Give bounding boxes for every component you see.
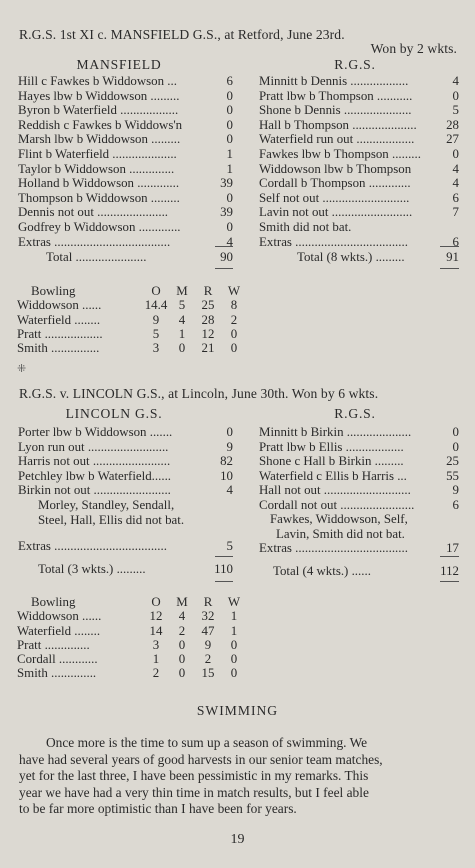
bowling-figure: 3 xyxy=(152,341,160,356)
batsman-entry: Minnitt b Birkin .................... xyxy=(259,425,412,439)
match2-right-total: Total (4 wkts.) ...... 112 xyxy=(273,564,459,578)
bowling-row xyxy=(17,327,247,341)
batting-row xyxy=(18,440,233,455)
bowling-figure: 0 xyxy=(178,341,186,356)
batting-row xyxy=(259,103,459,118)
match2-left-total-rule xyxy=(215,556,233,557)
bowling-label: Bowling xyxy=(31,284,76,298)
batsman-entry: Taylor b Widdowson .............. xyxy=(18,161,175,176)
batsman-runs: 39 xyxy=(220,205,233,220)
bowling-figure: 0 xyxy=(230,341,238,356)
batsman-entry: Petchley lbw b Waterfield...... xyxy=(18,468,172,483)
batting-row xyxy=(259,74,459,89)
batsman-runs: 4 xyxy=(452,161,459,176)
batsman-runs: 27 xyxy=(446,132,459,147)
bowling-figure: 21 xyxy=(201,341,215,356)
match1-right-total-underline xyxy=(440,268,459,269)
match1-left-innings xyxy=(18,74,233,249)
batsman-runs: 10 xyxy=(220,468,233,483)
bowling-figure: 4 xyxy=(178,312,186,327)
batsman-runs: 1 xyxy=(226,161,233,176)
batsman-entry: Porter lbw b Widdowson ....... xyxy=(18,425,173,439)
match2-right-total-underline xyxy=(440,581,459,582)
batting-row xyxy=(259,118,459,133)
batsman-runs: 0 xyxy=(452,88,459,103)
batsman-entry: Widdowson lbw b Thompson xyxy=(259,161,412,176)
bowling-row xyxy=(17,652,247,666)
bowling-row xyxy=(17,341,247,355)
batsman-entry: Holland b Widdowson ............. xyxy=(18,176,180,191)
match2-bowling-table xyxy=(17,595,247,681)
batsman-runs: 55 xyxy=(446,468,459,483)
match2-right-dnb-1: Fawkes, Widdowson, Self, xyxy=(270,512,408,526)
bowling-figure: 0 xyxy=(178,637,186,652)
ink-smudge: ⁜ xyxy=(17,363,27,375)
bowling-figure: 0 xyxy=(230,652,238,667)
batsman-runs: 0 xyxy=(226,103,233,118)
bowling-col-head: M xyxy=(176,595,188,609)
batsman-entry: Self not out ........................... xyxy=(259,190,410,205)
bowling-figure: 2 xyxy=(178,623,186,638)
batsman-runs: 6 xyxy=(452,497,459,512)
match2-left-total-underline xyxy=(215,581,233,582)
batting-row xyxy=(259,132,459,147)
match2-left-team: LINCOLN G.S. xyxy=(65,406,163,421)
bowler-name: Smith .............. xyxy=(17,666,97,681)
batsman-entry: Birkin not out ........................ xyxy=(18,483,171,498)
batsman-runs: 1 xyxy=(226,146,233,161)
bowling-col-head: R xyxy=(203,595,213,609)
batsman-entry: Waterfield c Ellis b Harris ... xyxy=(259,468,407,483)
batting-row xyxy=(18,89,233,104)
bowling-figure: 2 xyxy=(152,666,160,681)
batting-row xyxy=(18,103,233,118)
bowling-figure: 14.4 xyxy=(144,298,168,313)
match2-right-total-rule xyxy=(440,556,459,557)
batsman-entry: Hill c Fawkes b Widdowson ... xyxy=(18,74,177,88)
batsman-entry: Pratt lbw b Ellis .................. xyxy=(259,439,404,454)
batsman-entry: Waterfield run out .................. xyxy=(259,132,415,147)
bowling-figure: 14 xyxy=(149,623,163,638)
bowling-figure: 15 xyxy=(201,666,215,681)
match1-right-team: R.G.S. xyxy=(334,57,376,72)
batsman-entry: Dennis not out ...................... xyxy=(18,205,169,220)
batsman-runs: 0 xyxy=(452,146,459,161)
batsman-entry: Marsh lbw b Widdowson ......... xyxy=(18,132,181,147)
match2-header: R.G.S. v. LINCOLN G.S., at Lincoln, June 30th. Won by 6 wkts. xyxy=(19,386,379,401)
batting-row xyxy=(18,235,233,250)
match1-right-total-rule xyxy=(440,246,459,247)
batsman-entry: Thompson b Widdowson ......... xyxy=(18,190,180,205)
batting-row xyxy=(259,147,459,162)
bowling-col-head: O xyxy=(151,284,161,298)
bowler-name: Widdowson ...... xyxy=(17,298,102,313)
batting-row xyxy=(259,425,459,440)
match2-left-innings xyxy=(18,425,233,498)
bowling-row xyxy=(17,666,247,680)
match2-right-extras: Extras ................................... 17 xyxy=(259,541,459,555)
batsman-entry: Minnitt b Dennis .................. xyxy=(259,74,409,88)
bowling-figure: 12 xyxy=(201,326,215,341)
batsman-runs: 6 xyxy=(452,190,459,205)
batsman-runs: 7 xyxy=(452,205,459,220)
bowling-figure: 5 xyxy=(178,298,186,313)
batting-row xyxy=(18,162,233,177)
batting-row xyxy=(259,89,459,104)
batting-row xyxy=(18,205,233,220)
batting-row xyxy=(259,176,459,191)
batting-row xyxy=(259,235,459,250)
bowler-name: Pratt .................. xyxy=(17,326,103,341)
match1-result: Won by 2 wkts. xyxy=(370,41,457,56)
bowling-figure: 1 xyxy=(230,623,238,638)
swimming-paragraph xyxy=(19,735,459,818)
batting-row xyxy=(18,176,233,191)
batting-row xyxy=(18,147,233,162)
paragraph-line: yet for the last three, I have been pessimistic in my remarks. This xyxy=(19,768,369,783)
batsman-entry: Harris not out ........................ xyxy=(18,454,171,469)
bowling-figure: 47 xyxy=(201,623,215,638)
bowling-figure: 0 xyxy=(230,326,238,341)
paragraph-line: to be far more optimistic than I have been for years. xyxy=(19,801,297,816)
batsman-runs: 0 xyxy=(452,439,459,454)
batting-row xyxy=(18,191,233,206)
batting-row xyxy=(259,220,459,235)
bowling-col-head: W xyxy=(227,284,241,298)
paragraph-line: Once more is the time to sum up a season of swimming. We xyxy=(46,735,368,750)
paragraph-line: year we have had a very thin time in match results, but I feel able xyxy=(19,784,369,800)
page-number: 19 xyxy=(230,832,245,847)
bowling-figure: 25 xyxy=(201,298,215,313)
batsman-entry: Lavin not out ......................... xyxy=(259,205,413,220)
batting-row xyxy=(259,483,459,498)
batsman-entry: Godfrey b Widdowson ............. xyxy=(18,219,181,234)
bowler-name: Waterfield ........ xyxy=(17,312,101,327)
bowling-figure: 3 xyxy=(152,637,160,652)
bowling-header-row xyxy=(17,284,247,298)
batsman-runs: 0 xyxy=(452,425,459,439)
bowling-label: Bowling xyxy=(31,595,76,609)
batsman-entry: Extras ................................... xyxy=(259,234,408,249)
batting-row xyxy=(18,118,233,133)
bowling-col-head: R xyxy=(203,284,213,298)
batsman-runs: 4 xyxy=(226,483,233,498)
bowling-figure: 0 xyxy=(178,652,186,667)
match1-right-total: Total (8 wkts.) ......... 91 xyxy=(297,250,459,264)
bowling-figure: 0 xyxy=(178,666,186,681)
batsman-runs: 9 xyxy=(452,483,459,498)
match1-left-total-underline xyxy=(215,268,233,269)
match2-right-team: R.G.S. xyxy=(334,406,376,421)
bowling-col-head: O xyxy=(151,595,161,609)
batsman-entry: Cordall b Thompson ............. xyxy=(259,176,411,191)
bowling-figure: 0 xyxy=(230,666,238,681)
bowling-figure: 9 xyxy=(152,312,160,327)
batsman-runs: 0 xyxy=(226,190,233,205)
match2-right-dnb-2: Lavin, Smith did not bat. xyxy=(276,527,405,541)
bowling-figure: 1 xyxy=(230,609,238,624)
bowling-row xyxy=(17,609,247,623)
bowler-name: Smith ............... xyxy=(17,341,100,356)
batsman-entry: Reddish c Fawkes b Widdows'n xyxy=(18,117,183,132)
batting-row xyxy=(259,454,459,469)
bowling-figure: 32 xyxy=(201,609,215,624)
bowling-row xyxy=(17,298,247,312)
batsman-runs: 4 xyxy=(452,74,459,88)
match1-right-innings xyxy=(259,74,459,249)
batsman-runs: 0 xyxy=(226,219,233,234)
bowling-figure: 12 xyxy=(149,609,163,624)
batsman-runs: 0 xyxy=(226,132,233,147)
batting-row xyxy=(259,440,459,455)
batting-row xyxy=(259,162,459,177)
bowling-figure: 2 xyxy=(204,652,212,667)
batsman-runs: 4 xyxy=(452,176,459,191)
match2-right-innings xyxy=(259,425,459,513)
batsman-runs: 82 xyxy=(220,454,233,469)
batting-row xyxy=(18,220,233,235)
batsman-entry: Extras .................................... xyxy=(18,234,171,249)
match1-left-team: MANSFIELD xyxy=(76,57,162,72)
match1-left-total-rule xyxy=(215,246,233,247)
paragraph-line: have had several years of good harvests in our senior team matches, xyxy=(19,751,383,767)
batsman-runs: 39 xyxy=(220,176,233,191)
batting-row xyxy=(259,469,459,484)
bowler-name: Cordall ............ xyxy=(17,652,98,667)
bowler-name: Waterfield ........ xyxy=(17,623,101,638)
bowling-figure: 8 xyxy=(230,298,238,313)
match1-bowling-table xyxy=(17,284,247,355)
match2-left-dnb-1: Morley, Standley, Sendall, xyxy=(38,498,175,512)
batsman-runs: 25 xyxy=(446,454,459,469)
match1-header: R.G.S. 1st XI c. MANSFIELD G.S., at Retford, June 23rd. xyxy=(19,27,345,42)
batsman-runs: 6 xyxy=(226,74,233,88)
batsman-runs: 5 xyxy=(452,103,459,118)
bowling-row xyxy=(17,624,247,638)
bowling-col-head: M xyxy=(176,284,188,298)
bowling-header-row xyxy=(17,595,247,609)
batting-row xyxy=(259,498,459,513)
batsman-entry: Hall b Thompson .................... xyxy=(259,117,417,132)
bowler-name: Pratt .............. xyxy=(17,637,90,652)
batsman-entry: Byron b Waterfield .................. xyxy=(18,103,179,118)
batting-row xyxy=(18,74,233,89)
bowling-col-head: W xyxy=(227,595,241,609)
match2-left-extras: Extras ................................... 5 xyxy=(18,539,233,553)
match1-left-total: Total ...................... 90 xyxy=(46,250,233,264)
batsman-runs: 0 xyxy=(226,117,233,132)
bowling-figure: 0 xyxy=(230,637,238,652)
batsman-runs: 0 xyxy=(226,425,233,439)
batting-row xyxy=(18,469,233,484)
batsman-entry: Hall not out ........................... xyxy=(259,483,411,498)
bowling-row xyxy=(17,638,247,652)
batsman-entry: Cordall not out ....................... xyxy=(259,497,415,512)
bowling-figure: 2 xyxy=(230,312,238,327)
batsman-entry: Hayes lbw b Widdowson ......... xyxy=(18,88,180,103)
batsman-entry: Fawkes lbw b Thompson ......... xyxy=(259,146,421,161)
batting-row xyxy=(18,454,233,469)
match2-left-total: Total (3 wkts.) ......... 110 xyxy=(38,562,233,576)
batsman-runs: 0 xyxy=(226,88,233,103)
batting-row xyxy=(259,191,459,206)
batsman-runs: 6 xyxy=(452,234,459,249)
bowling-figure: 5 xyxy=(152,326,160,341)
batting-row xyxy=(18,132,233,147)
bowling-figure: 1 xyxy=(178,326,186,341)
bowling-figure: 28 xyxy=(201,312,215,327)
batsman-entry: Smith did not bat. xyxy=(259,219,352,234)
batsman-entry: Lyon run out ......................... xyxy=(18,439,169,454)
bowling-row xyxy=(17,313,247,327)
bowling-figure: 4 xyxy=(178,609,186,624)
match2-left-dnb-2: Steel, Hall, Ellis did not bat. xyxy=(38,513,185,527)
bowling-figure: 9 xyxy=(204,637,212,652)
batsman-runs: 28 xyxy=(446,117,459,132)
bowler-name: Widdowson ...... xyxy=(17,609,102,624)
batsman-entry: Pratt lbw b Thompson ........... xyxy=(259,88,413,103)
batting-row xyxy=(18,483,233,498)
batsman-entry: Shone b Dennis ..................... xyxy=(259,103,412,118)
bowling-figure: 1 xyxy=(152,652,160,667)
batsman-entry: Flint b Waterfield .................... xyxy=(18,146,177,161)
batsman-runs: 4 xyxy=(226,234,233,249)
batting-row xyxy=(259,205,459,220)
batting-row xyxy=(18,425,233,440)
swimming-title: SWIMMING xyxy=(196,703,279,718)
batsman-entry: Shone c Hall b Birkin ......... xyxy=(259,454,404,469)
batsman-runs: 9 xyxy=(226,439,233,454)
